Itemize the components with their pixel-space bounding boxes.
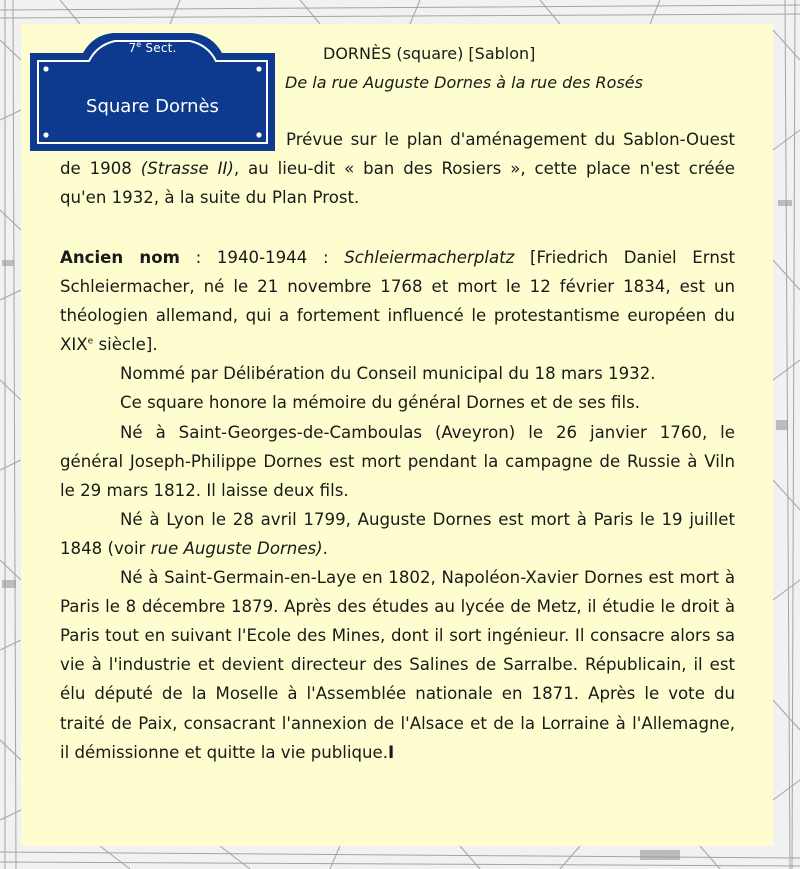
sign-street-name: Square Dornès <box>86 96 219 117</box>
joseph-philippe-paragraph: Né à Saint-Georges-de-Camboulas (Aveyron) le 26 janvier 1760, le général Joseph-Philippe Dornes est mort pendant la campagne de Russie à Viln le 29 mars 1812. Il laisse deux fils. <box>60 422 735 500</box>
body-text <box>60 243 735 767</box>
ancien-nom-paragraph: Ancien nom : 1940-1944 : Schleiermacherplatz [Friedrich Daniel Ernst Schleiermacher, né le 21 novembre 1768 et mort le 12 février 1834, est un théologien allemand, qui a fortement influencé le protestantisme européen du XIXe siècle]. <box>60 248 735 355</box>
intro-paragraph: Prévue sur le plan d'aménagement du Sablon-Ouest de 1908 (Strasse II), au lieu-dit « ban des Rosiers », cette place n'est créée qu'en 1932, à la suite du Plan Prost. <box>60 130 735 208</box>
entry-subtitle: De la rue Auguste Dornes à la rue des Rosés <box>285 73 643 92</box>
auguste-paragraph: Né à Lyon le 28 avril 1799, Auguste Dornes est mort à Paris le 19 juillet 1848 (voir rue Auguste Dornes). <box>60 509 735 558</box>
deliberation-paragraph: Nommé par Délibération du Conseil municipal du 18 mars 1932. <box>120 364 656 384</box>
napoleon-xavier-paragraph: Né à Saint-Germain-en-Laye en 1802, Napoléon-Xavier Dornes est mort à Paris le 8 décembre 1879. Après des études au lycée de Metz, il étudie le droit à Paris tout en suivant l'Ecole des Mines, dont il sort ingénieur. Il consacre alors sa vie à l'industrie et devient directeur des Salines de Sarralbe. Républicain, il est élu député de la Moselle à l'Assemblée nationale en 1871. Après le vote du traité de Paix, consacrant l'annexion de l'Alsace et de la Lorraine à l'Allemagne, il démissionne et quitte la vie publique.I <box>60 568 735 762</box>
entry-title: DORNÈS (square) [Sablon] <box>323 44 536 63</box>
screw-icon <box>43 132 48 137</box>
honour-paragraph: Ce square honore la mémoire du général Dornes et de ses fils. <box>120 393 640 413</box>
screw-icon <box>43 66 48 71</box>
content-card <box>21 24 773 846</box>
sign-section: 7e Sect. <box>128 40 177 55</box>
screw-icon <box>256 66 261 71</box>
end-mark: I <box>388 742 395 762</box>
